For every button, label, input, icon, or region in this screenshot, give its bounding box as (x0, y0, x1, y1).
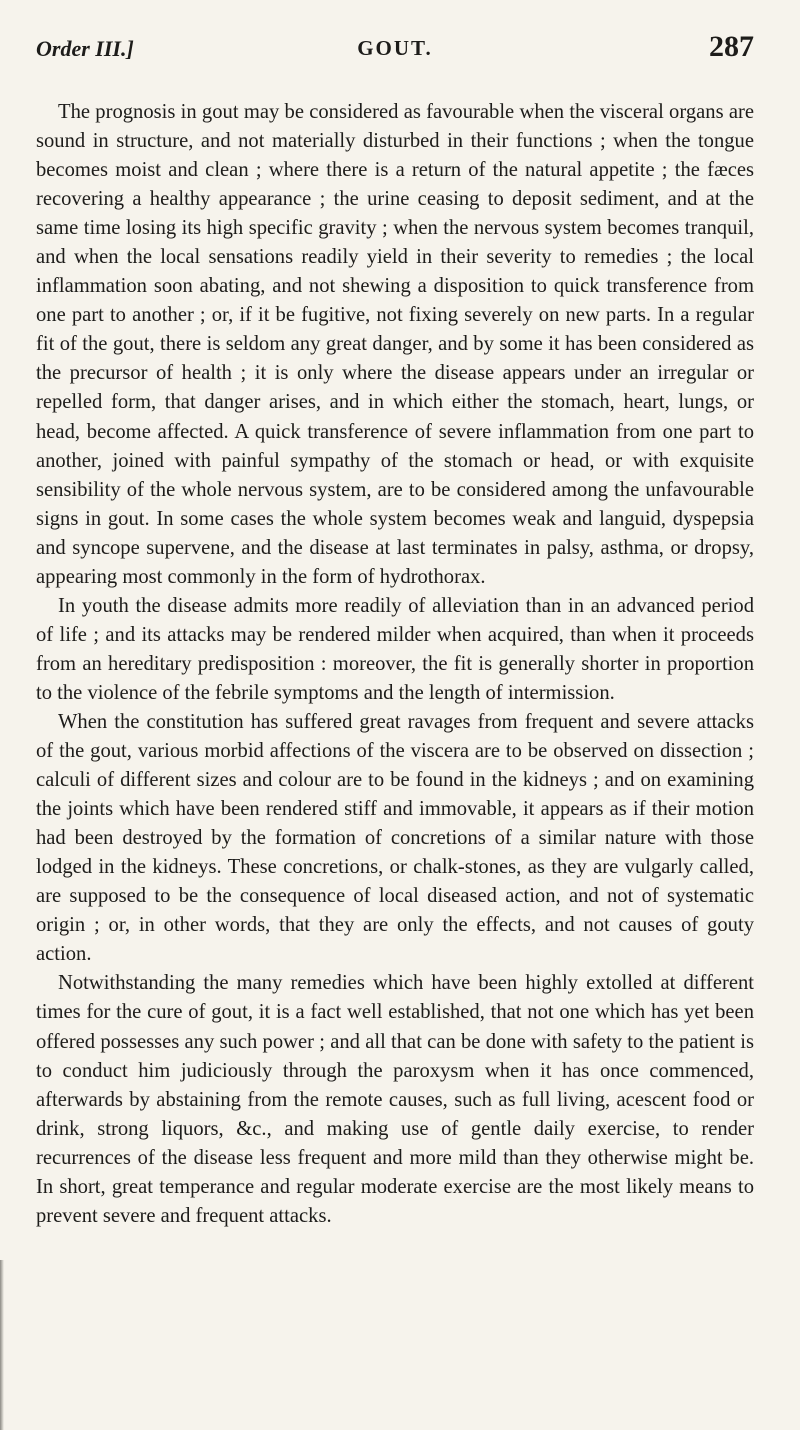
paragraph-remedies: Notwithstanding the many remedies which have been highly extolled at different times for the cure of gout, it is a fact well established, that not one which has yet been offered possesses any such power ; and all that can be done with safety to the patient is to conduct him judiciously through the paroxysm when it has once commenced, afterwards by abstaining from the remote causes, such as full living, acescent food or drink, strong liquors, &c., and making use of gentle daily exercise, to render recurrences of the disease less frequent and more mild than they otherwise might be. In short, great temperance and regular moderate exercise are the most likely means to prevent severe and frequent attacks. (36, 972, 754, 1227)
running-head (36, 30, 754, 76)
page-number: 287 (709, 30, 754, 63)
paragraph-prognosis: The prognosis in gout may be considered as favourable when the visceral organs are sound in structure, and not materially disturbed in their functions ; when the tongue becomes moist and clean ; where there is a return of the natural appetite ; the fæces recovering a healthy appearance ; the urine ceasing to deposit sediment, and at the same time losing its high specific gravity ; when the nervous system becomes tranquil, and when the local sensations readily yield in their severity to remedies ; the local inflammation soon abating, and not shewing a disposition to quick transference from one part to another ; or, if it be fugitive, not fixing severely on new parts. In a regular fit of the gout, there is seldom any great danger, and by some it has been considered as the precursor of health ; it is only where the disease appears under an irregular or repelled form, that danger arises, and in which either the stomach, heart, lungs, or head, become affected. A quick transference of severe inflammation from one part to another, joined with painful sympathy of the stomach or head, or with exquisite sensibility of the whole nervous system, are to be considered among the unfavourable signs in gout. In some cases the whole system becomes weak and languid, dyspepsia and syncope supervene, and the disease at last terminates in palsy, asthma, or dropsy, appearing most commonly in the form of hydrothorax. (36, 101, 754, 588)
running-head-title: GOUT. (357, 36, 433, 60)
paragraph-dissection: When the constitution has suffered great ravages from frequent and severe attacks of the gout, various morbid affections of the viscera are to be observed on dissection ; calculi of different sizes and colour are to be found in the kidneys ; and on examining the joints which have been rendered stiff and immovable, it appears as if their motion had been destroyed by the formation of concretions of a similar nature with those lodged in the kidneys. These concretions, or chalk-stones, as they are vulgarly called, are supposed to be the consequence of local diseased action, and not of systematic origin ; or, in other words, that they are only the effects, and not causes of gouty action. (36, 710, 754, 966)
paragraph-youth: In youth the disease admits more readily of alleviation than in an advanced period of life ; and its attacks may be rendered milder when acquired, than when it proceeds from an hereditary predisposition : moreover, the fit is generally shorter in proportion to the violence of the febrile symptoms and the length of intermission. (36, 594, 754, 704)
page-edge-shadow (0, 1260, 4, 1430)
running-head-section: Order III.] (36, 36, 134, 61)
body-text (36, 98, 754, 1231)
